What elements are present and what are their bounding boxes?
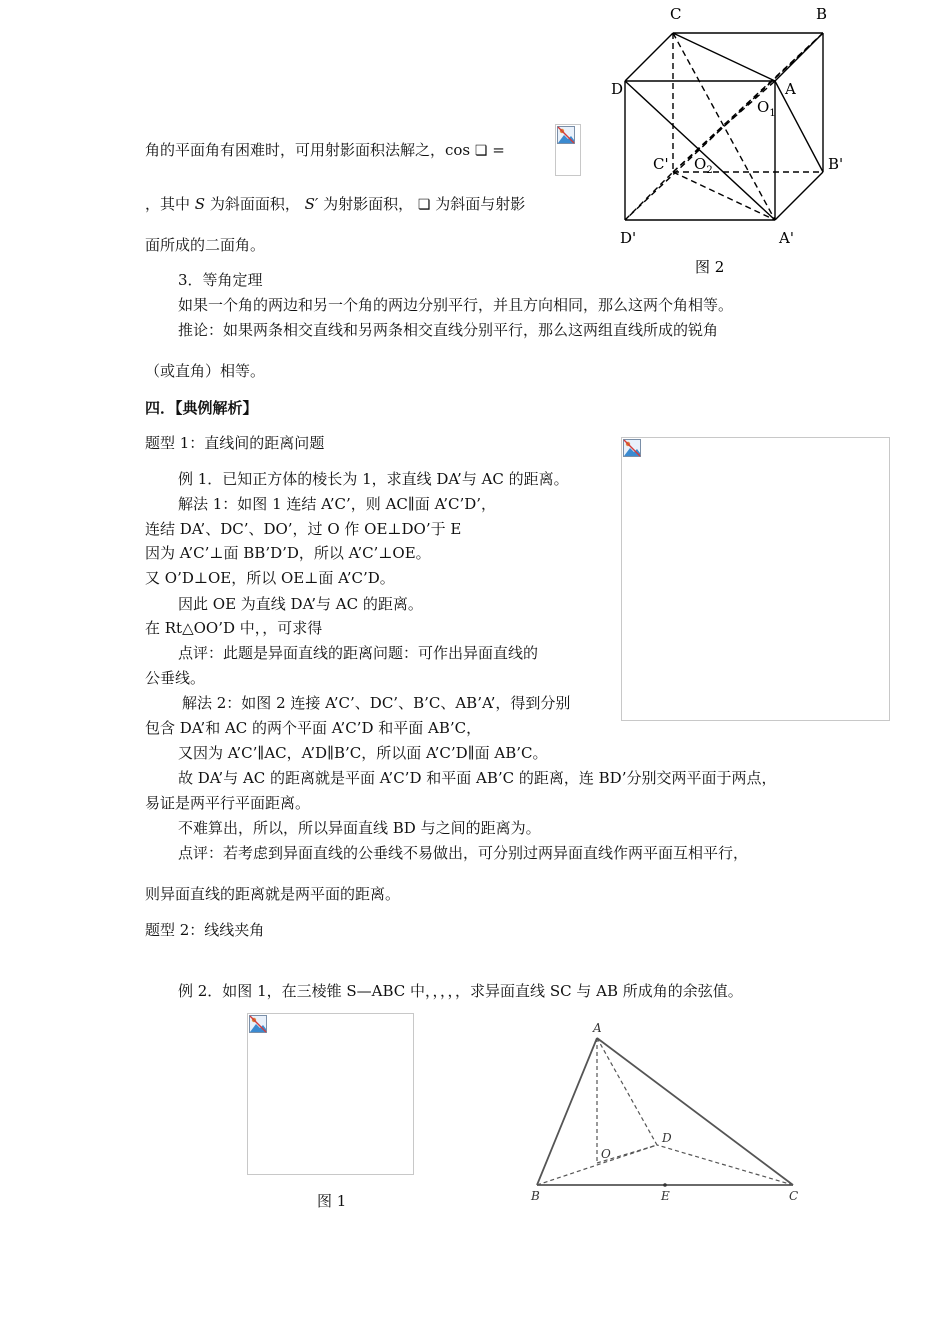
figure1-broken-image [621, 437, 890, 721]
broken-image-icon [623, 439, 641, 457]
example1-line: 连结 DA’、DC’、DO’，过 O 作 OE⊥DO’于 E [145, 520, 462, 538]
cube-label-o2-subscript: 2 [706, 165, 713, 176]
example1-line: 例 1．已知正方体的棱长为 1，求直线 DA’与 AC 的距离。 [178, 470, 569, 488]
cube-label-o2-letter: O [694, 155, 707, 173]
example1-line: 因此 OE 为直线 DA’与 AC 的距离。 [178, 595, 423, 613]
type2-heading: 题型 2：线线夹角 [145, 921, 265, 939]
cube-label-o2 [694, 155, 713, 176]
alpha-placeholder-glyph: ❏ [474, 143, 488, 159]
cube-figure-caption: 图 2 [695, 258, 725, 276]
cube-label-o1-letter: O [757, 98, 770, 116]
example1-line: 因为 A’C’⊥面 BB’D’D，所以 A’C’⊥OE。 [145, 544, 431, 562]
section-heading: 四．【典例解析】 [145, 399, 258, 417]
example2-statement: 例 2．如图 1，在三棱锥 S—ABC 中，，，，，求异面直线 SC 与 AB 所成角的余弦值。 [178, 982, 743, 1000]
projection-text-2a: ，其中 [145, 195, 191, 213]
example1-line: 易证是两平行平面距离。 [145, 794, 311, 812]
pyramid-label-o: O [601, 1147, 611, 1161]
cube-label-c-prime: C' [653, 155, 669, 173]
example1-line: 包含 DA’和 AC 的两个平面 A’C’D 和平面 AB’C， [145, 719, 482, 737]
example1-line: 不难算出，所以，所以异面直线 BD 与之间的距离为。 [178, 819, 541, 837]
theorem-corollary-line-2: （或直角）相等。 [145, 362, 266, 380]
pyramid-label-e: E [661, 1189, 670, 1203]
alpha-placeholder-glyph: ❏ [417, 197, 431, 213]
cube-label-a-prime: A' [779, 229, 794, 247]
example1-line: 点评：此题是异面直线的距离问题：可作出异面直线的 [178, 644, 539, 662]
projection-line-1 [145, 140, 505, 161]
example1-line: 点评：若考虑到异面直线的公垂线不易做出，可分别过两异面直线作两平面互相平行， [178, 844, 749, 862]
pyramid-label-b: B [531, 1189, 540, 1203]
broken-image-icon [557, 126, 575, 144]
cube-label-b: B [816, 5, 828, 23]
example1-line: 解法 1：如图 1 连结 A’C’，则 AC∥面 A’C’D’， [178, 495, 497, 513]
cube-figure [600, 0, 860, 280]
figure1-caption: 图 1 [317, 1192, 347, 1210]
cube-label-d-prime: D' [620, 229, 637, 247]
example1-line: 解法 2：如图 2 连接 A’C’、DC’、B’C、AB’A’，得到分别 [182, 694, 571, 712]
theorem-corollary-line-1: 推论：如果两条相交直线和另两条相交直线分别平行，那么这两组直线所成的锐角 [178, 321, 719, 339]
example1-line: 又因为 A’C’∥AC，A’D∥B’C，所以面 A’C’D∥面 AB’C。 [178, 744, 548, 762]
example1-line: 公垂线。 [145, 669, 206, 687]
projection-text-2b: 为斜面面积， [209, 195, 300, 213]
cube-label-o1-subscript: 1 [769, 108, 776, 119]
example1-line: 又 O’D⊥OE，所以 OE⊥面 A’C’D。 [145, 569, 395, 587]
equals-sign: = [492, 141, 505, 159]
example1-line: 则异面直线的距离就是两平面的距离。 [145, 885, 401, 903]
projection-text-2c: 为射影面积， [323, 195, 414, 213]
symbol-s-prime: S′ [304, 195, 319, 213]
projection-line-2 [145, 194, 525, 215]
cube-label-o1 [757, 98, 776, 119]
projection-text-2d: 为斜面与射影 [435, 195, 526, 213]
theorem-statement: 如果一个角的两边和另一个角的两边分别平行，并且方向相同，那么这两个角相等。 [178, 296, 734, 314]
cube-label-a: A [785, 80, 796, 98]
pyramid-label-d: D [662, 1131, 672, 1145]
cube-label-d: D [611, 80, 624, 98]
symbol-s: S [194, 195, 206, 213]
pyramid-label-a: A [593, 1021, 602, 1035]
example1-line: 在 Rt△OO’D 中，，可求得 [145, 619, 323, 637]
pyramid-broken-image [247, 1013, 414, 1175]
projection-line-3: 面所成的二面角。 [145, 236, 266, 254]
cube-label-b-prime: B' [828, 155, 844, 173]
pyramid-figure [525, 1015, 810, 1210]
type1-heading: 题型 1：直线间的距离问题 [145, 434, 325, 452]
pyramid-label-c: C [789, 1189, 799, 1203]
example1-line: 故 DA’与 AC 的距离就是平面 A’C’D 和平面 AB’C 的距离，连 BD’分别交两平面于两点， [178, 769, 777, 787]
theorem-heading: 3．等角定理 [178, 271, 263, 289]
cube-label-c: C [670, 5, 682, 23]
formula-broken-image [555, 124, 581, 176]
broken-image-icon [249, 1015, 267, 1033]
projection-text-1: 角的平面角有困难时，可用射影面积法解之，cos [145, 141, 471, 159]
